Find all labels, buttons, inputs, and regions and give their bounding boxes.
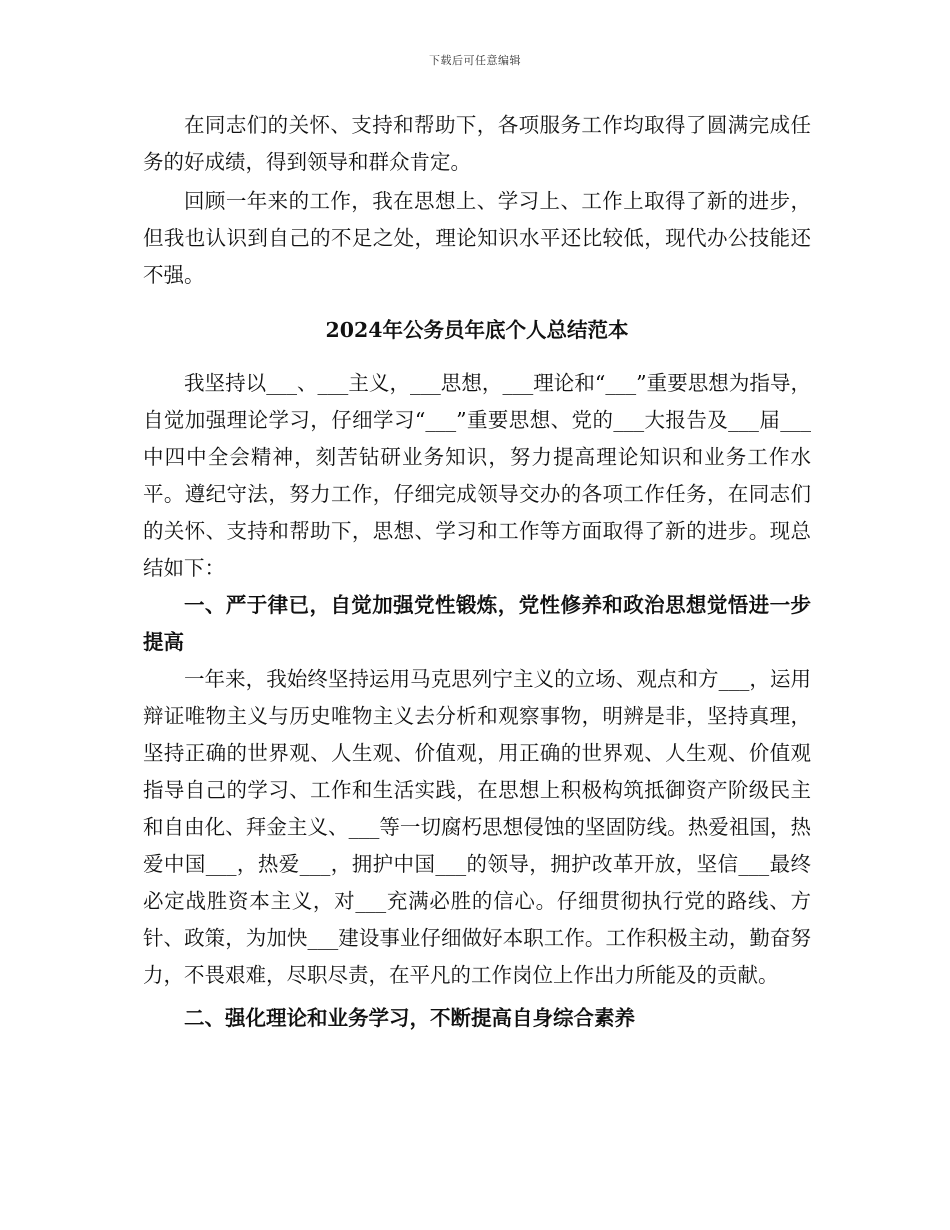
- document-body: [143, 107, 811, 1037]
- section-1-heading: 一、严于律已，自觉加强党性锻炼，党性修养和政治思想觉悟进一步提高: [143, 593, 811, 654]
- document-title: 2024年公务员年底个人总结范本: [325, 318, 629, 342]
- intro-paragraph-2: 回顾一年来的工作，我在思想上、学习上、工作上取得了新的进步，但我也认识到自己的不足之处，理论知识水平还比较低，现代办公技能还不强。: [143, 189, 811, 287]
- main-paragraph: 我坚持以___、___主义，___思想，___理论和“___”重要思想为指导，自觉加强理论学习，仔细学习“___”重要思想、党的___大报告及___届___中四中全会精神，刻苦钻研业务知识，努力提高理论知识和业务工作水平。遵纪守法，努力工作，仔细完成领导交办的各项工作任务，在同志们的关怀、支持和帮助下，思想、学习和工作等方面取得了新的进步。现总结如下：: [143, 371, 811, 580]
- page-header-note: 下载后可任意编辑: [429, 54, 521, 67]
- section-1-body: 一年来，我始终坚持运用马克思列宁主义的立场、观点和方___，运用辩证唯物主义与历史唯物主义去分析和观察事物，明辨是非，坚持真理，坚持正确的世界观、人生观、价值观，用正确的世界观、人生观、价值观指导自己的学习、工作和生活实践，在思想上积极构筑抵御资产阶级民主和自由化、拜金主义、___等一切腐朽思想侵蚀的坚固防线。热爱祖国，热爱中国___，热爱___，拥护中国___的领导，拥护改革开放，坚信___最终必定战胜资本主义，对___充满必胜的信心。仔细贯彻执行党的路线、方针、政策，为加快___建设事业仔细做好本职工作。工作积极主动，勤奋努力，不畏艰难，尽职尽责，在平凡的工作岗位上作出力所能及的贡献。: [143, 667, 811, 987]
- intro-paragraph-1: 在同志们的关怀、支持和帮助下，各项服务工作均取得了圆满完成任务的好成绩，得到领导和群众肯定。: [143, 113, 811, 174]
- section-2-heading: 二、强化理论和业务学习，不断提高自身综合素养: [184, 1006, 635, 1030]
